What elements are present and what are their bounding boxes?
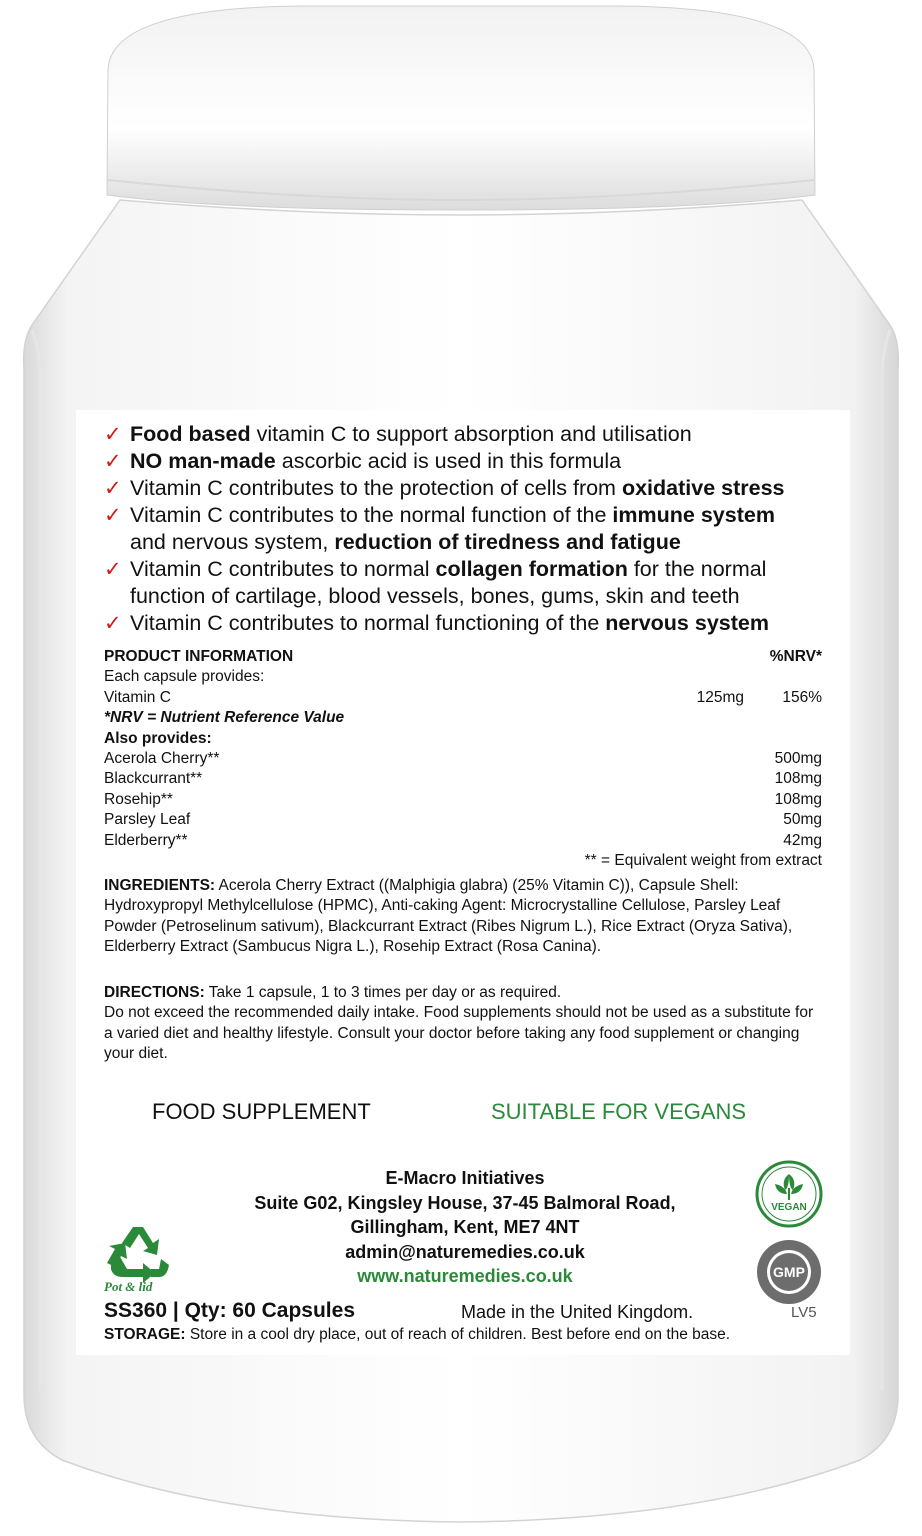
check-mark-icon: ✓ xyxy=(104,504,122,527)
equivalent-weight-note: ** = Equivalent weight from extract xyxy=(584,852,822,870)
vegan-leaf-icon xyxy=(755,1160,823,1228)
check-mark-icon: ✓ xyxy=(104,558,122,581)
extra-row: Acerola Cherry** 500mg xyxy=(104,750,822,768)
vegan-badge-text: VEGAN xyxy=(771,1202,807,1213)
check-mark-icon: ✓ xyxy=(104,423,122,446)
company-name: E-Macro Initiatives xyxy=(385,1168,545,1188)
check-mark-icon: ✓ xyxy=(104,612,122,635)
benefit-item: ✓ Vitamin C contributes to the normal function of the immune system and nervous system, reduction of tiredness and fatigue xyxy=(104,503,775,554)
extra-row: Parsley Leaf 50mg xyxy=(104,811,822,829)
benefit-item: ✓ Vitamin C contributes to normal functioning of the nervous system xyxy=(104,611,769,635)
sku-quantity: SS360 | Qty: 60 Capsules xyxy=(104,1299,355,1322)
vitamin-c-row: Vitamin C 125mg 156% xyxy=(104,688,822,706)
pot-and-lid-text: Pot & lid xyxy=(104,1279,153,1294)
benefit-item: ✓ NO man-made ascorbic acid is used in this formula xyxy=(104,449,622,473)
benefits-list xyxy=(104,421,834,637)
website-text: www.naturemedies.co.uk xyxy=(357,1266,573,1286)
made-in-text: Made in the United Kingdom. xyxy=(461,1302,694,1322)
extra-row: Elderberry** 42mg xyxy=(104,831,822,849)
each-capsule-label: Each capsule provides: xyxy=(104,668,265,686)
extra-row: Rosehip** 108mg xyxy=(104,790,822,808)
label-version: LV5 xyxy=(791,1304,817,1321)
suitable-for-vegans-label: SUITABLE FOR VEGANS xyxy=(491,1099,747,1124)
address-line-2: Gillingham, Kent, ME7 4NT xyxy=(350,1217,580,1237)
address-line-1: Suite G02, Kingsley House, 37-45 Balmoral Road, xyxy=(254,1192,676,1213)
benefit-item: ✓ Vitamin C contributes to normal collagen formation for the normal function of cartilage, blood vessels, bones, gums, skin and teeth xyxy=(104,557,767,608)
also-provides-label: Also provides: xyxy=(104,729,212,747)
storage-instructions: STORAGE: Store in a cool dry place, out of reach of children. Best before end on the base. xyxy=(104,1326,731,1343)
nrv-header: %NRV* xyxy=(769,648,822,665)
directions-paragraph: DIRECTIONS: Take 1 capsule, 1 to 3 times per day or as required. Do not exceed the recommended daily intake. Food supplements should not be used as a substitute for a varied diet and healthy lifestyle. Consult your doctor before taking any food supplement or changing your diet. xyxy=(104,984,814,1062)
nrv-note: *NRV = Nutrient Reference Value xyxy=(104,709,345,727)
food-supplement-label: FOOD SUPPLEMENT xyxy=(152,1099,371,1124)
benefit-item: ✓ Vitamin C contributes to the protection of cells from oxidative stress xyxy=(104,476,785,500)
benefit-item: ✓ Food based vitamin C to support absorption and utilisation xyxy=(104,422,692,446)
product-info-heading: PRODUCT INFORMATION xyxy=(104,648,294,665)
company-address xyxy=(200,1166,730,1289)
gmp-badge-text: GMP xyxy=(773,1264,805,1280)
gmp-seal-icon xyxy=(755,1238,823,1306)
product-information xyxy=(104,647,822,871)
check-mark-icon: ✓ xyxy=(104,477,122,500)
directions-warning: Do not exceed the recommended daily intake. Food supplements should not be used as a substitute for a varied diet and healthy lifestyle. Consult your doctor before taking any food supplement or changing your diet. xyxy=(104,1004,814,1062)
ingredients-paragraph: INGREDIENTS: Acerola Cherry Extract ((Malphigia glabra) (25% Vitamin C)), Capsule Shell: Hydroxypropyl Methylcellulose (HPMC), Anti-caking Agent: Microcrystalline Cellulose, Parsley Leaf Powder (Petroselinum sativum), Blackcurrant Extract (Ribes Nigrum L.), Rice Extract (Oryza Sativa), Elderberry Extract (Sambucus Nigra L.), Rosehip Extract (Rosa Canina). xyxy=(104,877,793,955)
check-mark-icon: ✓ xyxy=(104,450,122,473)
email-text: admin@naturemedies.co.uk xyxy=(345,1241,585,1262)
extra-row: Blackcurrant** 108mg xyxy=(104,770,822,788)
